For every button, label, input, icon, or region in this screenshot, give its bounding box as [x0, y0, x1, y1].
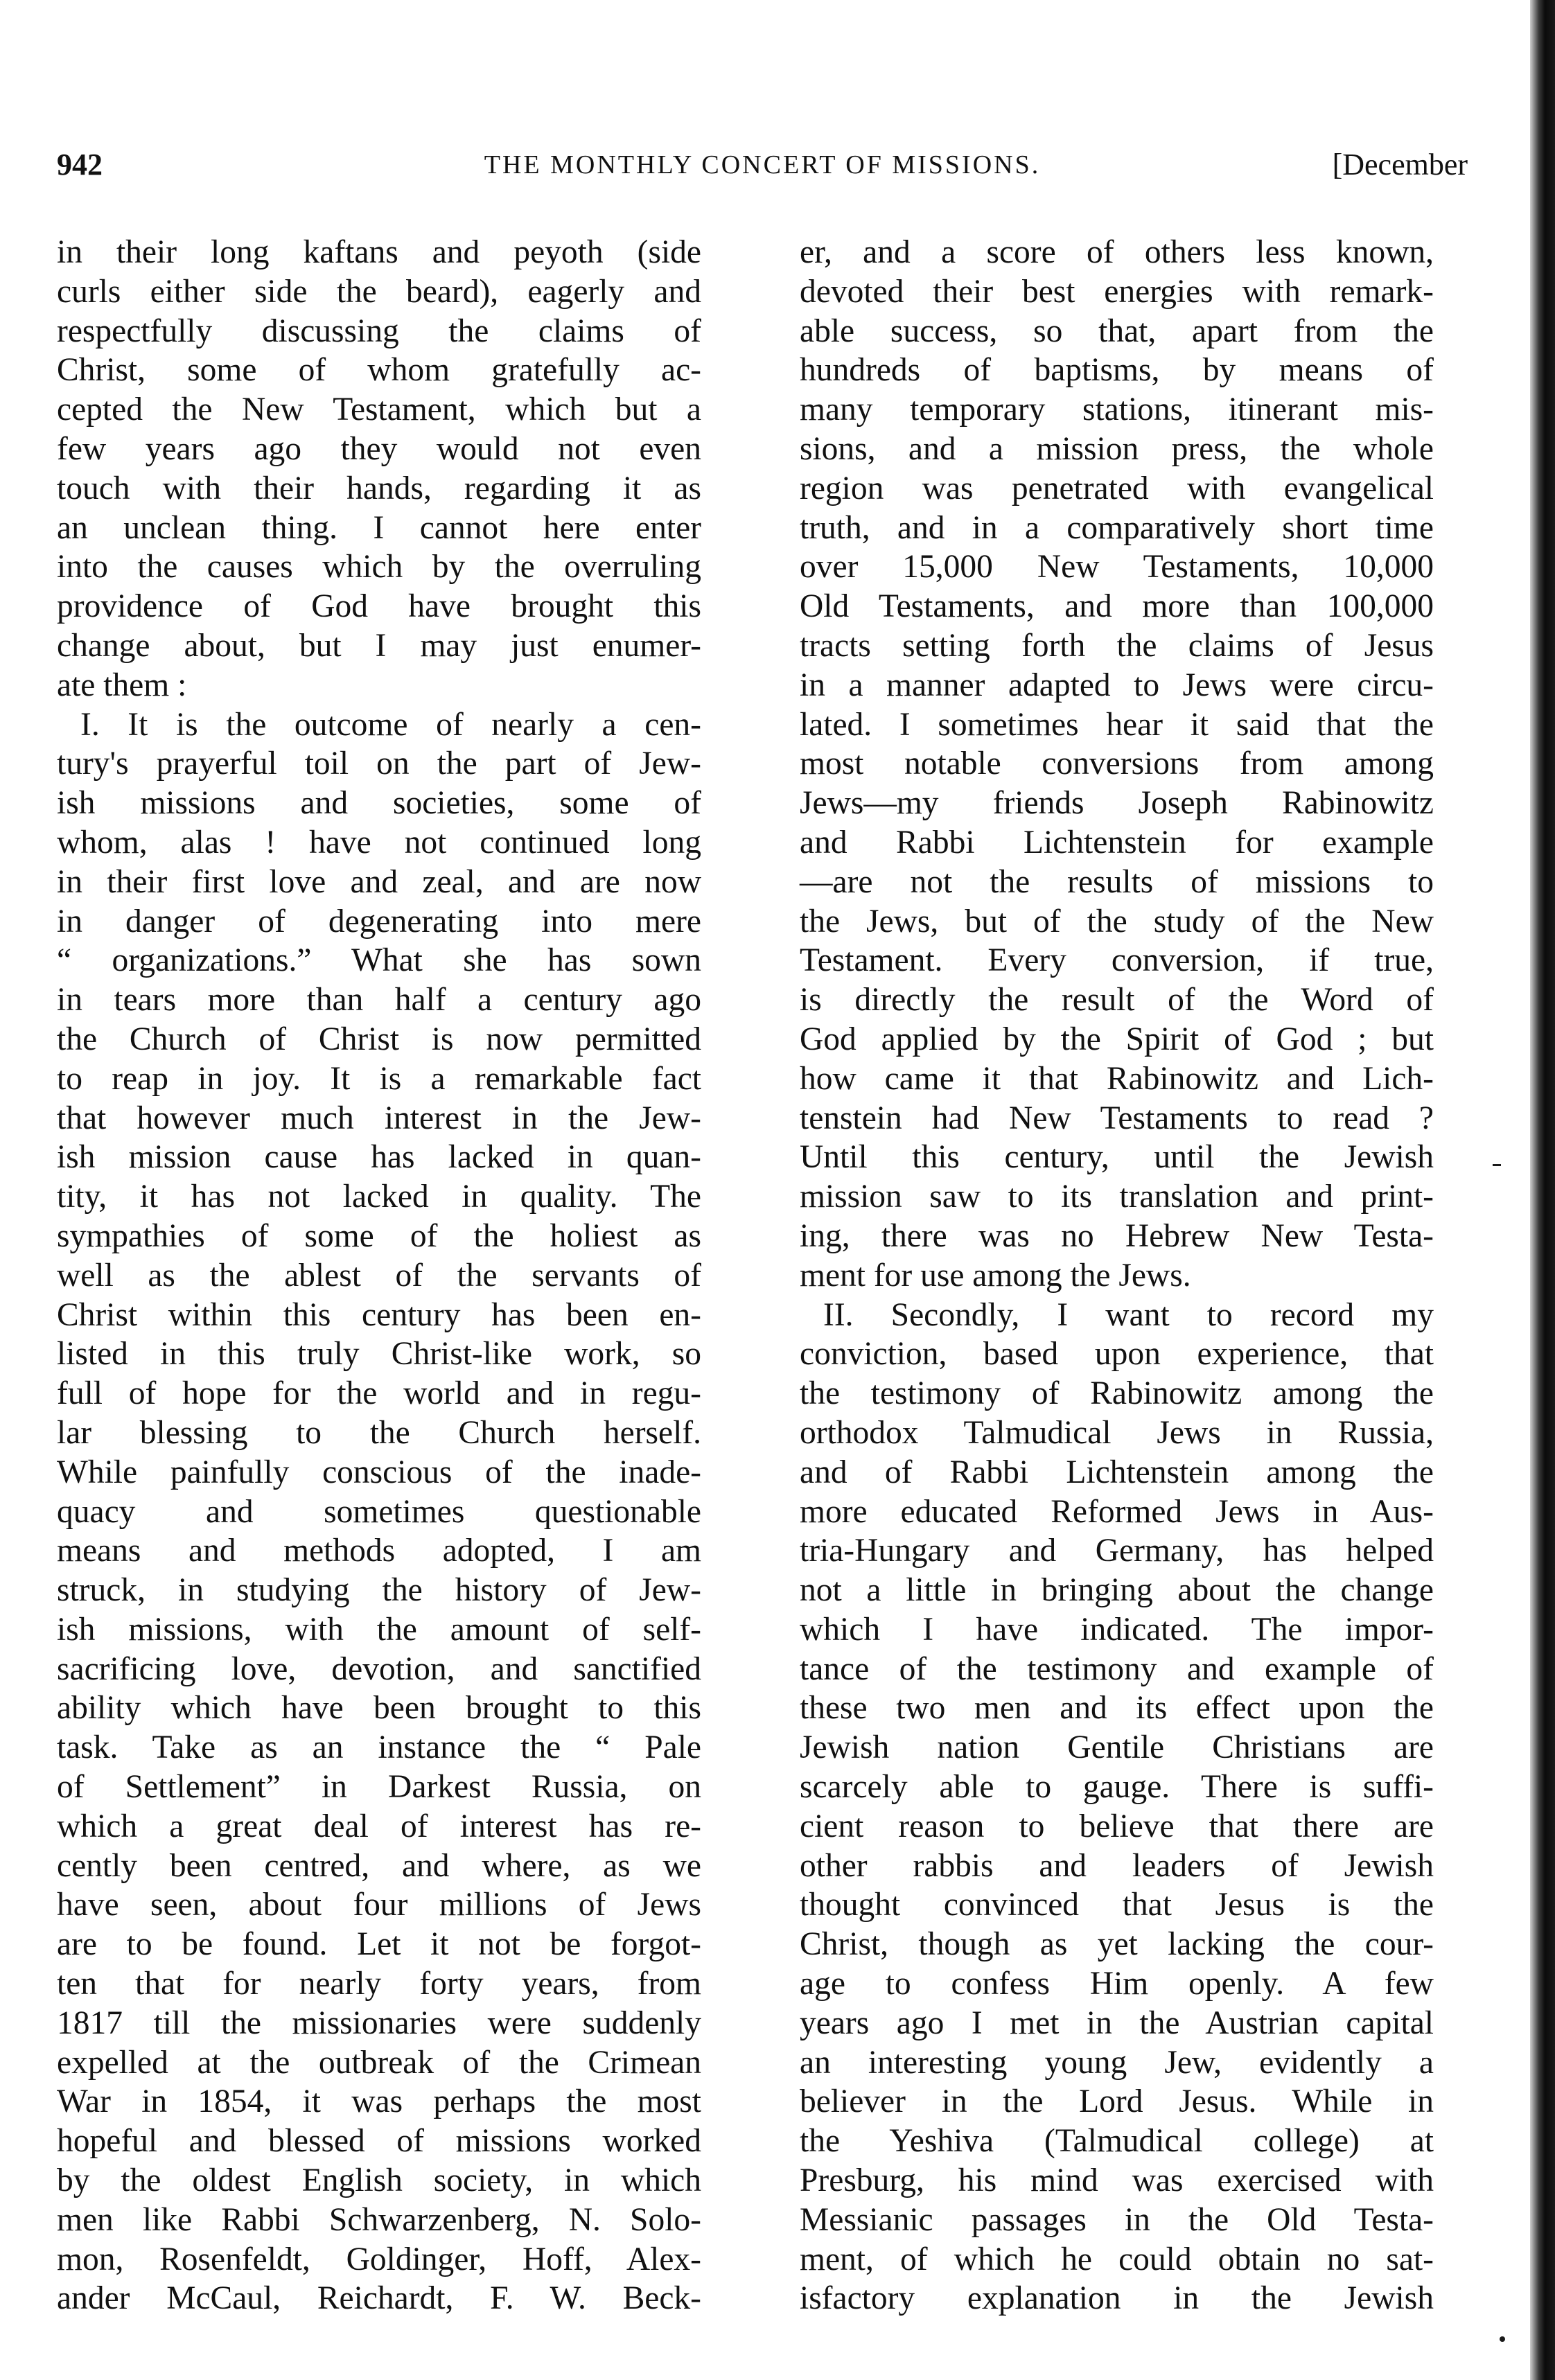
- text-line: region was penetrated with evangelical: [800, 470, 1434, 506]
- text-line: tity, it has not lacked in quality. The: [57, 1179, 701, 1215]
- text-line: orthodox Talmudical Jews in Russia,: [800, 1414, 1434, 1451]
- text-line: ander McCaul, Reichardt, F. W. Beck-: [57, 2280, 701, 2317]
- text-line: er, and a score of others less known,: [800, 234, 1434, 270]
- text-line: quacy and sometimes questionable: [57, 1493, 701, 1530]
- text-line: over 15,000 New Testaments, 10,000: [800, 549, 1434, 585]
- text-line: —are not the results of missions to: [800, 863, 1434, 900]
- text-line: and Rabbi Lichtenstein for example: [800, 824, 1434, 861]
- text-line: tracts setting forth the claims of Jesus: [800, 627, 1434, 664]
- text-line: cently been centred, and where, as we: [57, 1847, 701, 1884]
- text-line: I. It is the outcome of nearly a cen-: [80, 706, 701, 743]
- text-line: conviction, based upon experience, that: [800, 1336, 1434, 1373]
- text-line: have seen, about four millions of Jews: [57, 1887, 701, 1923]
- text-line: scarcely able to gauge. There is suffi-: [800, 1769, 1434, 1806]
- text-line: Testament. Every conversion, if true,: [800, 942, 1434, 979]
- text-line: into the causes which by the overruling: [57, 549, 701, 585]
- text-line: isfactory explanation in the Jewish: [800, 2280, 1434, 2317]
- text-line: Christ, though as yet lacking the cour-: [800, 1926, 1434, 1963]
- header-month: [December: [1332, 148, 1468, 182]
- text-line: how came it that Rabinowitz and Lich-: [800, 1060, 1434, 1097]
- page-number: 942: [57, 148, 103, 182]
- text-line: task. Take as an instance the “ Pale: [57, 1729, 701, 1766]
- text-line: devoted their best energies with remark-: [800, 273, 1434, 310]
- text-line: ish missions, with the amount of self-: [57, 1611, 701, 1648]
- text-line: ability which have been brought to this: [57, 1690, 701, 1727]
- text-line: Christ within this century has been en-: [57, 1296, 701, 1333]
- text-line: lated. I sometimes hear it said that the: [800, 706, 1434, 743]
- text-line: Old Testaments, and more than 100,000: [800, 588, 1434, 625]
- text-line: the Yeshiva (Talmudical college) at: [800, 2123, 1434, 2160]
- text-line: Presburg, his mind was exercised with: [800, 2162, 1434, 2199]
- running-header: [28, 147, 1497, 188]
- text-line: ate them :: [57, 667, 187, 703]
- text-line: mon, Rosenfeldt, Goldinger, Hoff, Alex-: [57, 2241, 701, 2277]
- text-line: sions, and a mission press, the whole: [800, 430, 1434, 467]
- text-line: respectfully discussing the claims of: [57, 312, 701, 349]
- text-line: ment for use among the Jews.: [800, 1257, 1191, 1294]
- text-line: well as the ablest of the servants of: [57, 1257, 701, 1294]
- text-line: in danger of degenerating into mere: [57, 903, 701, 940]
- text-line: expelled at the outbreak of the Crimean: [57, 2044, 701, 2081]
- text-line: War in 1854, it was perhaps the most: [57, 2083, 701, 2120]
- text-line: Until this century, until the Jewish: [800, 1139, 1434, 1176]
- text-line: cient reason to believe that there are: [800, 1808, 1434, 1844]
- text-line: ish mission cause has lacked in quan-: [57, 1139, 701, 1176]
- text-line: thought convinced that Jesus is the: [800, 1887, 1434, 1923]
- text-line: means and methods adopted, I am: [57, 1533, 701, 1569]
- running-title: THE MONTHLY CONCERT OF MISSIONS.: [484, 150, 1041, 179]
- left-text-column: [57, 233, 701, 2318]
- text-line: men like Rabbi Schwarzenberg, N. Solo-: [57, 2201, 701, 2238]
- text-line: ing, there was no Hebrew New Testa-: [800, 1217, 1434, 1254]
- text-line: tenstein had New Testaments to read ?: [800, 1100, 1434, 1136]
- right-text-column: [800, 233, 1434, 2318]
- text-line: in their long kaftans and peyoth (side: [57, 234, 701, 270]
- text-line: able success, so that, apart from the: [800, 312, 1434, 349]
- text-line: ment, of which he could obtain no sat-: [800, 2241, 1434, 2277]
- scan-page-edge: [1530, 0, 1555, 2380]
- edge-mark: [1493, 1164, 1501, 1166]
- text-line: which a great deal of interest has re-: [57, 1808, 701, 1844]
- edge-mark: [1500, 2336, 1505, 2342]
- text-line: hundreds of baptisms, by means of: [800, 352, 1434, 389]
- text-line: the Church of Christ is now permitted: [57, 1021, 701, 1057]
- text-line: curls either side the beard), eagerly and: [57, 273, 701, 310]
- text-line: tury's prayerful toil on the part of Jew-: [57, 746, 701, 782]
- text-line: of Settlement” in Darkest Russia, on: [57, 1769, 701, 1806]
- text-line: ten that for nearly forty years, from: [57, 1966, 701, 2002]
- text-line: believer in the Lord Jesus. While in: [800, 2083, 1434, 2120]
- text-line: cepted the New Testament, which but a: [57, 391, 701, 428]
- text-line: an interesting young Jew, evidently a: [800, 2044, 1434, 2081]
- text-line: struck, in studying the history of Jew-: [57, 1572, 701, 1609]
- text-line: sympathies of some of the holiest as: [57, 1217, 701, 1254]
- text-line: providence of God have brought this: [57, 588, 701, 625]
- text-line: is directly the result of the Word of: [800, 982, 1434, 1019]
- text-line: few years ago they would not even: [57, 430, 701, 467]
- text-line: tria-Hungary and Germany, has helped: [800, 1533, 1434, 1569]
- text-line: II. Secondly, I want to record my: [823, 1296, 1434, 1333]
- text-line: in a manner adapted to Jews were circu-: [800, 667, 1434, 703]
- text-line: in their first love and zeal, and are now: [57, 863, 701, 900]
- text-line: years ago I met in the Austrian capital: [800, 2004, 1434, 2041]
- text-line: these two men and its effect upon the: [800, 1690, 1434, 1727]
- text-line: Jews—my friends Joseph Rabinowitz: [800, 785, 1434, 822]
- text-line: While painfully conscious of the inade-: [57, 1454, 701, 1490]
- text-line: which I have indicated. The impor-: [800, 1611, 1434, 1648]
- text-line: and of Rabbi Lichtenstein among the: [800, 1454, 1434, 1490]
- text-line: most notable conversions from among: [800, 746, 1434, 782]
- text-line: full of hope for the world and in regu-: [57, 1375, 701, 1412]
- text-line: not a little in bringing about the change: [800, 1572, 1434, 1609]
- text-line: ish missions and societies, some of: [57, 785, 701, 822]
- text-line: by the oldest English society, in which: [57, 2162, 701, 2199]
- text-line: in tears more than half a century ago: [57, 982, 701, 1019]
- text-line: lar blessing to the Church herself.: [57, 1414, 701, 1451]
- text-line: 1817 till the missionaries were suddenly: [57, 2004, 701, 2041]
- text-line: more educated Reformed Jews in Aus-: [800, 1493, 1434, 1530]
- text-line: touch with their hands, regarding it as: [57, 470, 701, 506]
- text-line: change about, but I may just enumer-: [57, 627, 701, 664]
- text-line: that however much interest in the Jew-: [57, 1100, 701, 1136]
- text-line: Jewish nation Gentile Christians are: [800, 1729, 1434, 1766]
- text-line: God applied by the Spirit of God ; but: [800, 1021, 1434, 1057]
- text-line: the testimony of Rabinowitz among the: [800, 1375, 1434, 1412]
- text-line: sacrificing love, devotion, and sanctified: [57, 1650, 701, 1687]
- text-line: whom, alas ! have not continued long: [57, 824, 701, 861]
- text-line: mission saw to its translation and print-: [800, 1179, 1434, 1215]
- text-line: an unclean thing. I cannot here enter: [57, 509, 701, 546]
- text-line: the Jews, but of the study of the New: [800, 903, 1434, 940]
- text-line: tance of the testimony and example of: [800, 1650, 1434, 1687]
- text-line: to reap in joy. It is a remarkable fact: [57, 1060, 701, 1097]
- text-line: hopeful and blessed of missions worked: [57, 2123, 701, 2160]
- text-line: are to be found. Let it not be forgot-: [57, 1926, 701, 1963]
- text-line: Messianic passages in the Old Testa-: [800, 2201, 1434, 2238]
- text-line: many temporary stations, itinerant mis-: [800, 391, 1434, 428]
- text-line: Christ, some of whom gratefully ac-: [57, 352, 701, 389]
- text-line: listed in this truly Christ-like work, so: [57, 1336, 701, 1373]
- text-line: truth, and in a comparatively short time: [800, 509, 1434, 546]
- text-line: age to confess Him openly. A few: [800, 1966, 1434, 2002]
- text-line: other rabbis and leaders of Jewish: [800, 1847, 1434, 1884]
- text-line: “ organizations.” What she has sown: [57, 942, 701, 979]
